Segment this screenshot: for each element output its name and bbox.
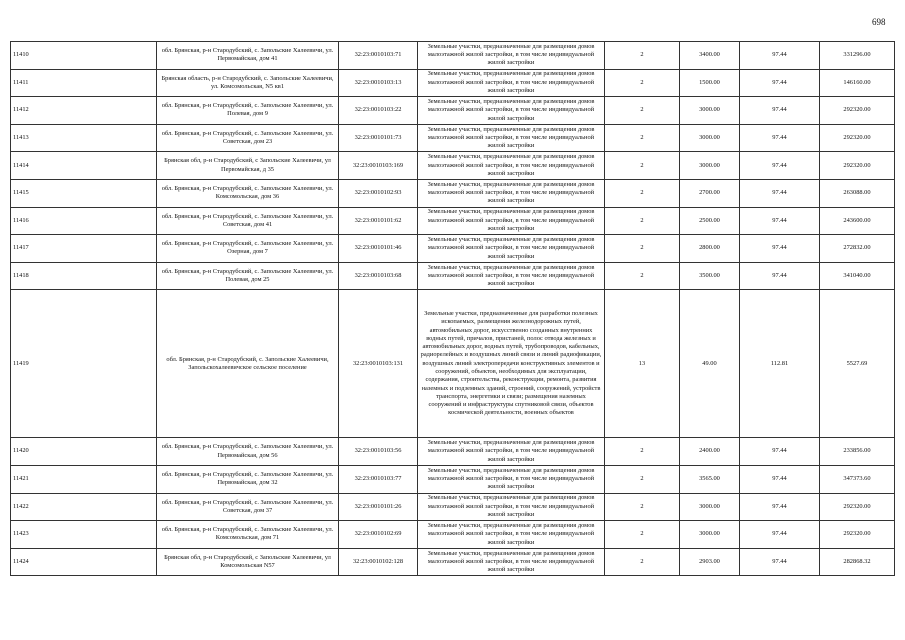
address-cell: Брянская область, р-н Стародубский, с. Запольские Халеевичи, ул. Комсомольская, N5 кв1 [157, 69, 339, 97]
record-number: 11423 [11, 521, 157, 549]
specific-value-cell: 97.44 [740, 438, 820, 466]
address-cell: обл. Брянская, р-н Стародубский, с. Запольские Халеевичи, ул. Полевая, дом 9 [157, 97, 339, 125]
table-row [11, 493, 895, 521]
specific-value-cell: 97.44 [740, 179, 820, 207]
address-cell: обл. Брянская, р-н Стародубский, с. Запольские Халеевичи, ул. Комсомольская, дом 71 [157, 521, 339, 549]
use-group-cell: 2 [605, 521, 680, 549]
permitted-use-cell: Земельные участки, предназначенные для размещения домов малоэтажной жилой застройки, в том числе индивидуальной жилой застройки [418, 465, 605, 493]
cadastral-value-cell: 263088.00 [820, 179, 895, 207]
table-body [11, 42, 895, 576]
specific-value-cell: 97.44 [740, 207, 820, 235]
use-group-cell: 13 [605, 290, 680, 438]
permitted-use-cell: Земельные участки, предназначенные для размещения домов малоэтажной жилой застройки, в том числе индивидуальной жилой застройки [418, 97, 605, 125]
record-number: 11411 [11, 69, 157, 97]
table-row [11, 69, 895, 97]
use-group-cell: 2 [605, 207, 680, 235]
use-group-cell: 2 [605, 152, 680, 180]
record-number: 11418 [11, 262, 157, 290]
record-number: 11419 [11, 290, 157, 438]
table-row [11, 290, 895, 438]
address-cell: обл. Брянская, р-н Стародубский, с. Запольские Халеевичи, ул. Первомайская, дом 41 [157, 42, 339, 70]
record-number: 11417 [11, 235, 157, 263]
cadastral-number-cell: 32:23:0010101:46 [339, 235, 418, 263]
area-cell: 3000.00 [680, 521, 740, 549]
address-cell: обл. Брянская, р-н Стародубский, с. Запольские Халеевичи, Запольскохалеевичское сельское поселение [157, 290, 339, 438]
cadastral-number-cell: 32:23:0010103:56 [339, 438, 418, 466]
table-row [11, 262, 895, 290]
record-number: 11412 [11, 97, 157, 125]
table-row [11, 124, 895, 152]
cadastral-number-cell: 32:23:0010102:93 [339, 179, 418, 207]
record-number: 11420 [11, 438, 157, 466]
specific-value-cell: 97.44 [740, 97, 820, 125]
specific-value-cell: 97.44 [740, 465, 820, 493]
address-cell: обл. Брянская, р-н Стародубский, с. Запольские Халеевичи, ул. Полевая, дом 25 [157, 262, 339, 290]
cadastral-number-cell: 32:23:0010103:131 [339, 290, 418, 438]
cadastral-number-cell: 32:23:0010101:26 [339, 493, 418, 521]
cadastral-value-cell: 282868.32 [820, 548, 895, 576]
record-number: 11415 [11, 179, 157, 207]
cadastral-value-cell: 5527.69 [820, 290, 895, 438]
cadastral-value-cell: 146160.00 [820, 69, 895, 97]
table-row [11, 521, 895, 549]
address-cell: обл. Брянская, р-н Стародубский, с. Запольские Халеевичи, ул. Советская, дом 37 [157, 493, 339, 521]
record-number: 11410 [11, 42, 157, 70]
cadastral-number-cell: 32:23:0010102:128 [339, 548, 418, 576]
address-cell: обл. Брянская, р-н Стародубский, с. Запольские Халеевичи, ул. Советская, дом 41 [157, 207, 339, 235]
record-number: 11421 [11, 465, 157, 493]
address-cell: обл. Брянская, р-н Стародубский, с. Запольские Халеевичи, ул. Первомайская, дом 56 [157, 438, 339, 466]
record-number: 11413 [11, 124, 157, 152]
record-number: 11422 [11, 493, 157, 521]
permitted-use-cell: Земельные участки, предназначенные для размещения домов малоэтажной жилой застройки, в том числе индивидуальной жилой застройки [418, 42, 605, 70]
use-group-cell: 2 [605, 124, 680, 152]
address-cell: обл. Брянская, р-н Стародубский, с. Запольские Халеевичи, ул. Комсомольская, дом 36 [157, 179, 339, 207]
table-row [11, 207, 895, 235]
area-cell: 2700.00 [680, 179, 740, 207]
permitted-use-cell: Земельные участки, предназначенные для размещения домов малоэтажной жилой застройки, в том числе индивидуальной жилой застройки [418, 235, 605, 263]
address-cell: обл. Брянская, р-н Стародубский, с. Запольские Халеевичи, ул. Озерная, дом 7 [157, 235, 339, 263]
permitted-use-cell: Земельные участки, предназначенные для размещения домов малоэтажной жилой застройки, в том числе индивидуальной жилой застройки [418, 262, 605, 290]
use-group-cell: 2 [605, 262, 680, 290]
use-group-cell: 2 [605, 97, 680, 125]
area-cell: 3400.00 [680, 42, 740, 70]
record-number: 11414 [11, 152, 157, 180]
table-row [11, 548, 895, 576]
use-group-cell: 2 [605, 179, 680, 207]
use-group-cell: 2 [605, 235, 680, 263]
area-cell: 1500.00 [680, 69, 740, 97]
cadastral-value-cell: 331296.00 [820, 42, 895, 70]
area-cell: 3000.00 [680, 124, 740, 152]
permitted-use-cell: Земельные участки, предназначенные для размещения домов малоэтажной жилой застройки, в том числе индивидуальной жилой застройки [418, 493, 605, 521]
record-number: 11416 [11, 207, 157, 235]
permitted-use-cell: Земельные участки, предназначенные для размещения домов малоэтажной жилой застройки, в том числе индивидуальной жилой застройки [418, 521, 605, 549]
cadastral-value-cell: 292320.00 [820, 97, 895, 125]
cadastral-value-cell: 341040.00 [820, 262, 895, 290]
permitted-use-cell: Земельные участки, предназначенные для размещения домов малоэтажной жилой застройки, в том числе индивидуальной жилой застройки [418, 152, 605, 180]
address-cell: Брянская обл, р-н Стародубский, с Запольские Халеевичи, ул Первомайская, д 35 [157, 152, 339, 180]
address-cell: обл. Брянская, р-н Стародубский, с. Запольские Халеевичи, ул. Первомайская, дом 32 [157, 465, 339, 493]
specific-value-cell: 97.44 [740, 124, 820, 152]
cadastral-value-cell: 292320.00 [820, 124, 895, 152]
table-row [11, 97, 895, 125]
area-cell: 49.00 [680, 290, 740, 438]
table-row [11, 179, 895, 207]
cadastral-number-cell: 32:23:0010103:68 [339, 262, 418, 290]
cadastral-number-cell: 32:23:0010101:73 [339, 124, 418, 152]
specific-value-cell: 97.44 [740, 152, 820, 180]
cadastral-value-cell: 233856.00 [820, 438, 895, 466]
area-cell: 2800.00 [680, 235, 740, 263]
cadastral-value-cell: 292320.00 [820, 493, 895, 521]
cadastral-number-cell: 32:23:0010102:69 [339, 521, 418, 549]
table-row [11, 235, 895, 263]
specific-value-cell: 97.44 [740, 69, 820, 97]
specific-value-cell: 97.44 [740, 235, 820, 263]
use-group-cell: 2 [605, 438, 680, 466]
use-group-cell: 2 [605, 42, 680, 70]
permitted-use-cell: Земельные участки, предназначенные для размещения домов малоэтажной жилой застройки, в том числе индивидуальной жилой застройки [418, 124, 605, 152]
use-group-cell: 2 [605, 493, 680, 521]
cadastral-number-cell: 32:23:0010103:13 [339, 69, 418, 97]
area-cell: 3000.00 [680, 152, 740, 180]
area-cell: 3000.00 [680, 493, 740, 521]
cadastral-value-cell: 243600.00 [820, 207, 895, 235]
permitted-use-cell: Земельные участки, предназначенные для разработки полезных ископаемых, размещения железнодорожных путей, автомобильных дорог, искусственно созданных внутренних водных путей, причалов, пристаней, полос отвода железных и автомобильных дорог, водных путей, трубопроводов, кабельных, радиорелейных и воздушных линий связи и линий радиофикации, воздушных линий электропередачи конструктивных элементов и сооружений, объектов, необходимых для эксплуатации, содержания, строительства, реконструкции, ремонта, развития наземных и подземных зданий, строений, сооружений, устройств транспорта, энергетики и связи; размещения наземных сооружений и инфраструктуры спутниковой связи, объектов космической деятельности, военных объектов [418, 290, 605, 438]
area-cell: 2903.00 [680, 548, 740, 576]
record-number: 11424 [11, 548, 157, 576]
cadastral-number-cell: 32:23:0010103:71 [339, 42, 418, 70]
area-cell: 3000.00 [680, 97, 740, 125]
cadastral-value-cell: 272832.00 [820, 235, 895, 263]
permitted-use-cell: Земельные участки, предназначенные для размещения домов малоэтажной жилой застройки, в том числе индивидуальной жилой застройки [418, 548, 605, 576]
cadastral-number-cell: 32:23:0010103:22 [339, 97, 418, 125]
cadastral-value-cell: 292320.00 [820, 521, 895, 549]
page-number: 698 [872, 17, 886, 27]
permitted-use-cell: Земельные участки, предназначенные для размещения домов малоэтажной жилой застройки, в том числе индивидуальной жилой застройки [418, 207, 605, 235]
specific-value-cell: 97.44 [740, 493, 820, 521]
land-registry-table [10, 41, 895, 576]
table-row [11, 438, 895, 466]
cadastral-number-cell: 32:23:0010103:77 [339, 465, 418, 493]
permitted-use-cell: Земельные участки, предназначенные для размещения домов малоэтажной жилой застройки, в том числе индивидуальной жилой застройки [418, 179, 605, 207]
address-cell: обл. Брянская, р-н Стародубский, с. Запольские Халеевичи, ул. Советская, дом 23 [157, 124, 339, 152]
permitted-use-cell: Земельные участки, предназначенные для размещения домов малоэтажной жилой застройки, в том числе индивидуальной жилой застройки [418, 438, 605, 466]
area-cell: 3500.00 [680, 262, 740, 290]
cadastral-value-cell: 292320.00 [820, 152, 895, 180]
specific-value-cell: 112.81 [740, 290, 820, 438]
area-cell: 2500.00 [680, 207, 740, 235]
specific-value-cell: 97.44 [740, 521, 820, 549]
use-group-cell: 2 [605, 465, 680, 493]
table-row [11, 152, 895, 180]
cadastral-number-cell: 32:23:0010101:62 [339, 207, 418, 235]
area-cell: 2400.00 [680, 438, 740, 466]
table-row [11, 465, 895, 493]
use-group-cell: 2 [605, 548, 680, 576]
use-group-cell: 2 [605, 69, 680, 97]
specific-value-cell: 97.44 [740, 42, 820, 70]
address-cell: Брянская обл, р-н Стародубский, с Запольские Халеевичи, ул Комсомольская N57 [157, 548, 339, 576]
table-row [11, 42, 895, 70]
cadastral-number-cell: 32:23:0010103:169 [339, 152, 418, 180]
cadastral-value-cell: 347373.60 [820, 465, 895, 493]
specific-value-cell: 97.44 [740, 262, 820, 290]
permitted-use-cell: Земельные участки, предназначенные для размещения домов малоэтажной жилой застройки, в том числе индивидуальной жилой застройки [418, 69, 605, 97]
area-cell: 3565.00 [680, 465, 740, 493]
specific-value-cell: 97.44 [740, 548, 820, 576]
